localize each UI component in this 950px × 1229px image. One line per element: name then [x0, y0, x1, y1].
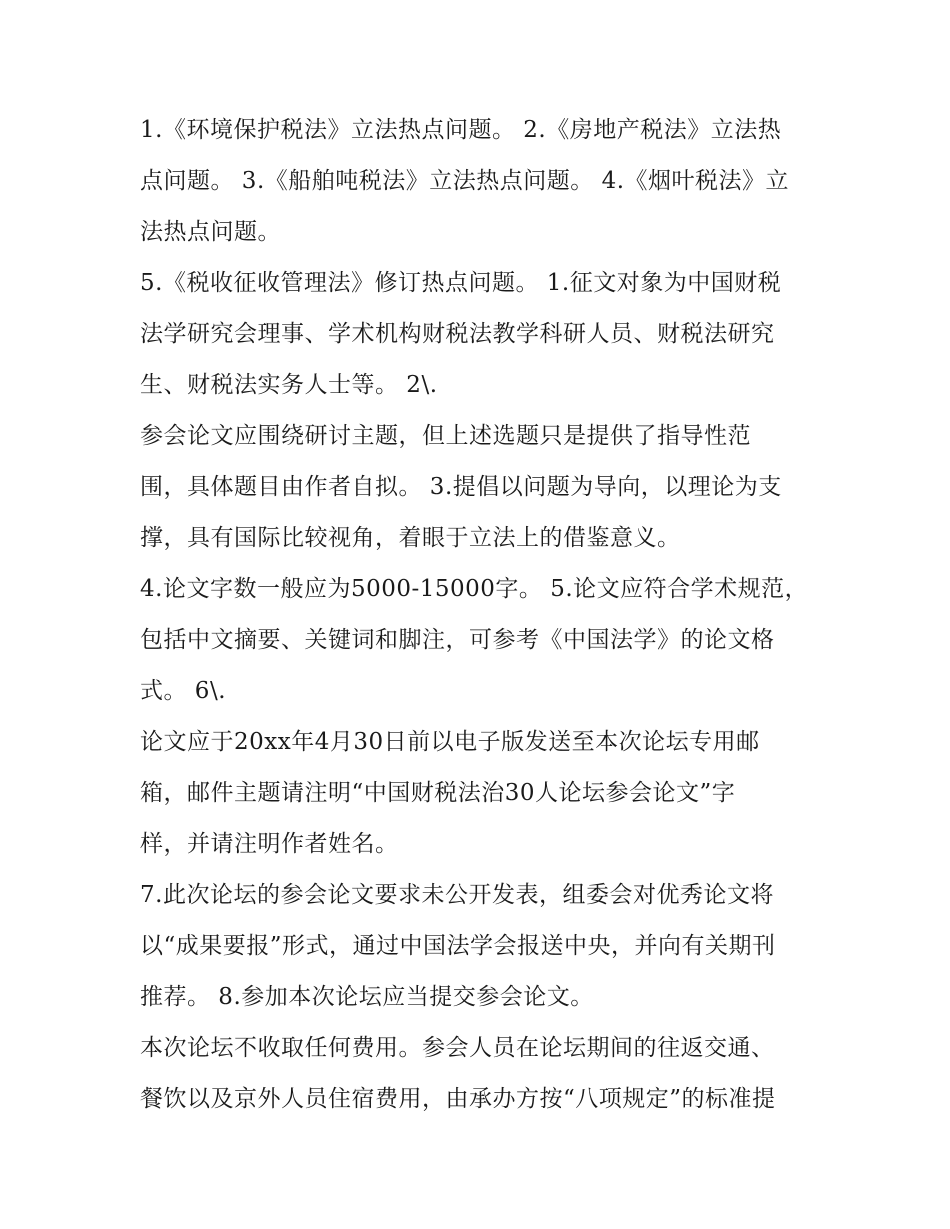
text-line: 餐饮以及京外人员住宿费用，由承办方按“八项规定”的标准提 — [140, 1086, 776, 1112]
body-text — [140, 105, 820, 1125]
text-line: 生、财税法实务人士等。 2\. — [140, 372, 438, 398]
text-line: 点问题。 3.《船舶吨税法》立法热点问题。 4.《烟叶税法》立 — [140, 168, 790, 194]
text-line: 参会论文应围绕研讨主题，但上述选题只是提供了指导性范 — [140, 423, 751, 449]
text-line: 以“成果要报”形式，通过中国法学会报送中央，并向有关期刊 — [140, 933, 776, 959]
text-line: 推荐。 8.参加本次论坛应当提交参会论文。 — [140, 984, 594, 1010]
text-line: 4.论文字数一般应为5000-15000字。 5.论文应符合学术规范， — [140, 576, 809, 602]
text-line: 箱，邮件主题请注明“中国财税法治30人论坛参会论文”字 — [140, 780, 736, 806]
text-line: 围，具体题目由作者自拟。 3.提倡以问题为导向，以理论为支 — [140, 474, 782, 500]
text-line: 包括中文摘要、关键词和脚注，可参考《中国法学》的论文格 — [140, 627, 775, 653]
text-line: 法热点问题。 — [140, 219, 281, 245]
text-line: 论文应于20xx年4月30日前以电子版发送至本次论坛专用邮 — [140, 729, 760, 755]
text-line: 7.此次论坛的参会论文要求未公开发表，组委会对优秀论文将 — [140, 882, 774, 908]
text-line: 5.《税收征收管理法》修订热点问题。 1.征文对象为中国财税 — [140, 270, 782, 296]
text-line: 式。 6\. — [140, 678, 227, 704]
text-line: 法学研究会理事、学术机构财税法教学科研人员、财税法研究 — [140, 321, 775, 347]
text-line: 本次论坛不收取任何费用。参会人员在论坛期间的往返交通、 — [140, 1035, 775, 1061]
text-line: 1.《环境保护税法》立法热点问题。 2.《房地产税法》立法热 — [140, 117, 782, 143]
text-line: 样，并请注明作者姓名。 — [140, 831, 399, 857]
text-line: 撑，具有国际比较视角，着眼于立法上的借鉴意义。 — [140, 525, 681, 551]
